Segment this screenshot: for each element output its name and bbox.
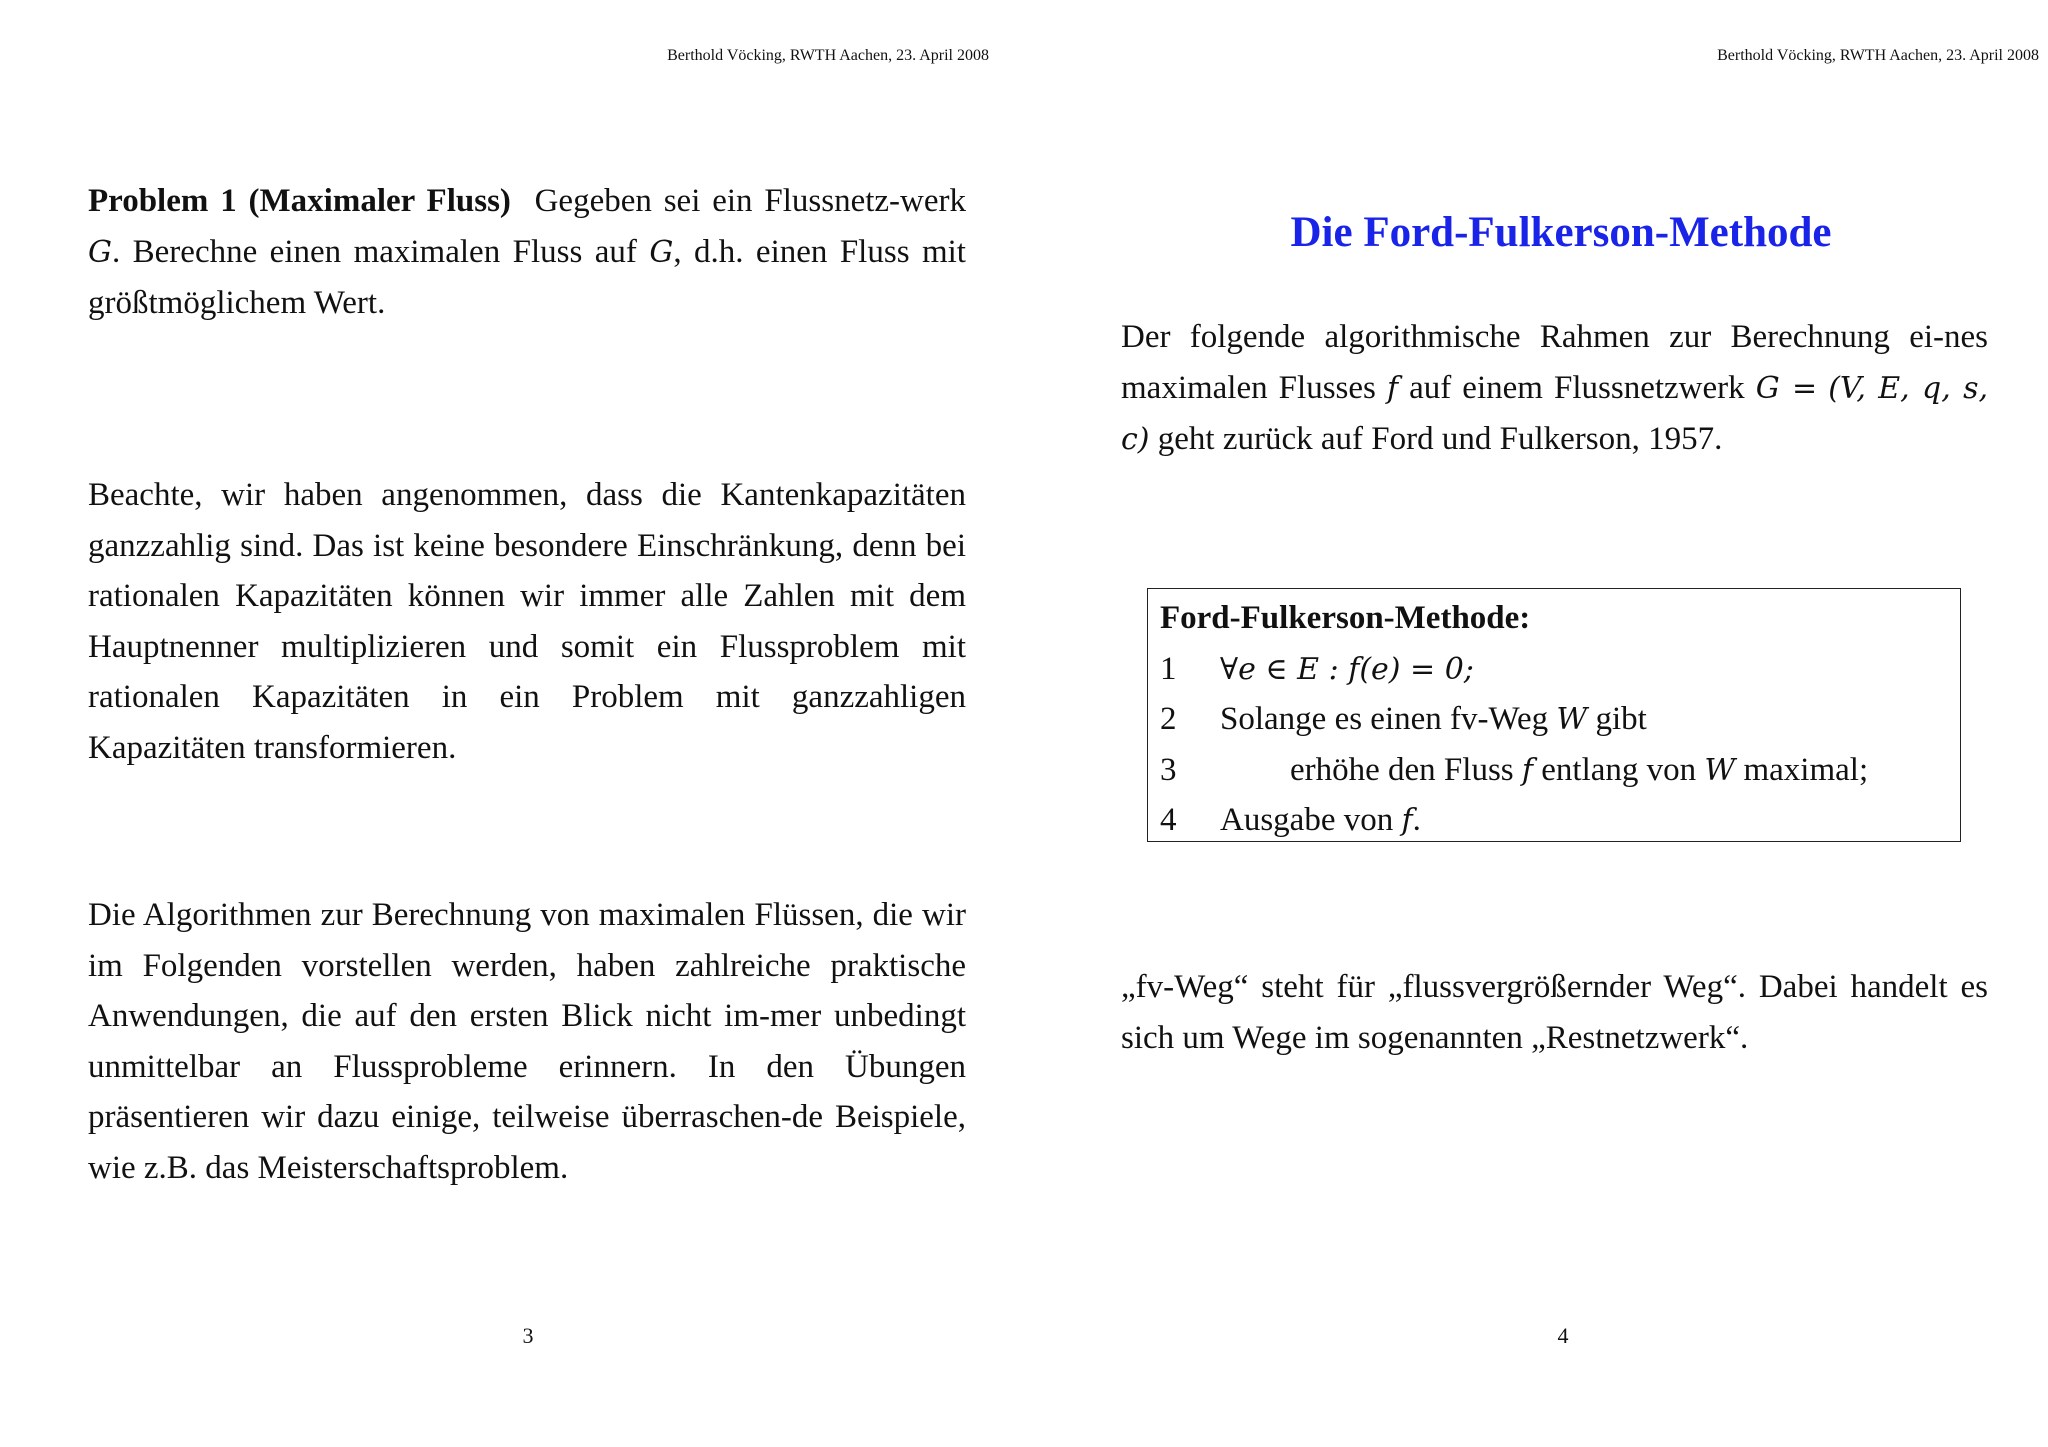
- problem-text-c: , d.h. einen Fluss mit größtmöglichem Wert.: [88, 233, 966, 321]
- algorithm-math: ∀e ∈ E : f(e) = 0;: [1220, 651, 1474, 687]
- algorithm-title: Ford-Fulkerson-Methode:: [1160, 600, 1531, 636]
- problem-text-a: Gegeben sei ein Flussnetz-werk: [534, 183, 966, 219]
- page-number: 4: [1557, 1323, 1569, 1348]
- line-number: 1: [1160, 650, 1177, 687]
- math-var-f: f: [1401, 803, 1413, 838]
- line-number: 3: [1160, 751, 1177, 788]
- algorithm-text: gibt: [1595, 701, 1647, 737]
- problem-text-b: . Berechne einen maximalen Fluss auf: [111, 233, 637, 270]
- problem-label: Problem 1 (Maximaler Fluss): [88, 183, 511, 219]
- algorithm-line-3: [1160, 745, 1948, 796]
- page-4: [1024, 0, 2048, 1447]
- problem-statement: [88, 176, 966, 329]
- math-g-equals: G =: [1755, 370, 1818, 406]
- math-var-w: W: [1556, 702, 1588, 737]
- algorithm-text: .: [1412, 802, 1421, 838]
- intro-text-c: geht zurück auf Ford und Fulkerson, 1957.: [1157, 421, 1723, 457]
- algorithm-text: erhöhe den Fluss: [1290, 751, 1514, 788]
- math-var-f: f: [1521, 752, 1533, 788]
- algorithm-text: maximal;: [1743, 751, 1869, 788]
- math-tuple: (V, E, q, s, c): [1121, 370, 1989, 457]
- math-var-g: G: [88, 234, 112, 270]
- intro-paragraph: [1121, 312, 1988, 466]
- math-var-f: f: [1386, 370, 1399, 406]
- algorithm-text: Ausgabe von: [1220, 802, 1394, 838]
- paragraph-capacities: Beachte, wir haben angenommen, dass die Kantenkapazitäten ganzzahlig sind. Das ist keine besondere Einschränkung, denn bei rationalen Kapazitäten können wir immer alle Zahlen mit dem Hauptnenner multiplizieren und somit ein Flussproblem mit rationalen Kapazitäten in ein Problem mit ganzzahligen Kapazitäten transformieren.: [88, 477, 966, 766]
- footnote-paragraph: „fv-Weg“ steht für „flussvergrößernder Weg“. Dabei handelt es sich um Wege im sogenannten „Restnetzwerk“.: [1121, 969, 1988, 1056]
- intro-text-b: auf einem Flussnetzwerk: [1409, 369, 1745, 406]
- algorithm-text: Solange es einen fv-Weg: [1220, 701, 1549, 737]
- line-number: 4: [1160, 802, 1177, 838]
- algorithm-box: [1147, 588, 1961, 842]
- slide-title: Die Ford-Fulkerson-Methode: [1290, 209, 1832, 256]
- math-var-w: W: [1704, 752, 1736, 788]
- page-number: 3: [522, 1323, 534, 1348]
- paragraph-applications: Die Algorithmen zur Berechnung von maximalen Flüssen, die wir im Folgenden vorstellen werden, haben zahlreiche praktische Anwendungen, die auf den ersten Blick nicht im-mer unbedingt unmittelbar an Flussprobleme erinnern. In den Übungen präsentieren wir dazu einige, teilweise überraschen-de Beispiele, wie z.B. das Meisterschaftsproblem.: [88, 897, 966, 1186]
- math-var-g: G: [649, 234, 674, 270]
- line-number: 2: [1160, 701, 1177, 737]
- intro-text-a: Der folgende algorithmische Rahmen zur Berechnung ei-nes maximalen Flusses: [1121, 319, 1988, 406]
- page-header: Berthold Vöcking, RWTH Aachen, 23. April 2008: [667, 47, 989, 64]
- page-header: Berthold Vöcking, RWTH Aachen, 23. April 2008: [1717, 47, 2039, 64]
- algorithm-line-2: [1160, 694, 1948, 745]
- algorithm-line-1: [1160, 644, 1948, 695]
- algorithm-text: entlang von: [1541, 751, 1697, 788]
- algorithm-line-4: [1160, 795, 1948, 846]
